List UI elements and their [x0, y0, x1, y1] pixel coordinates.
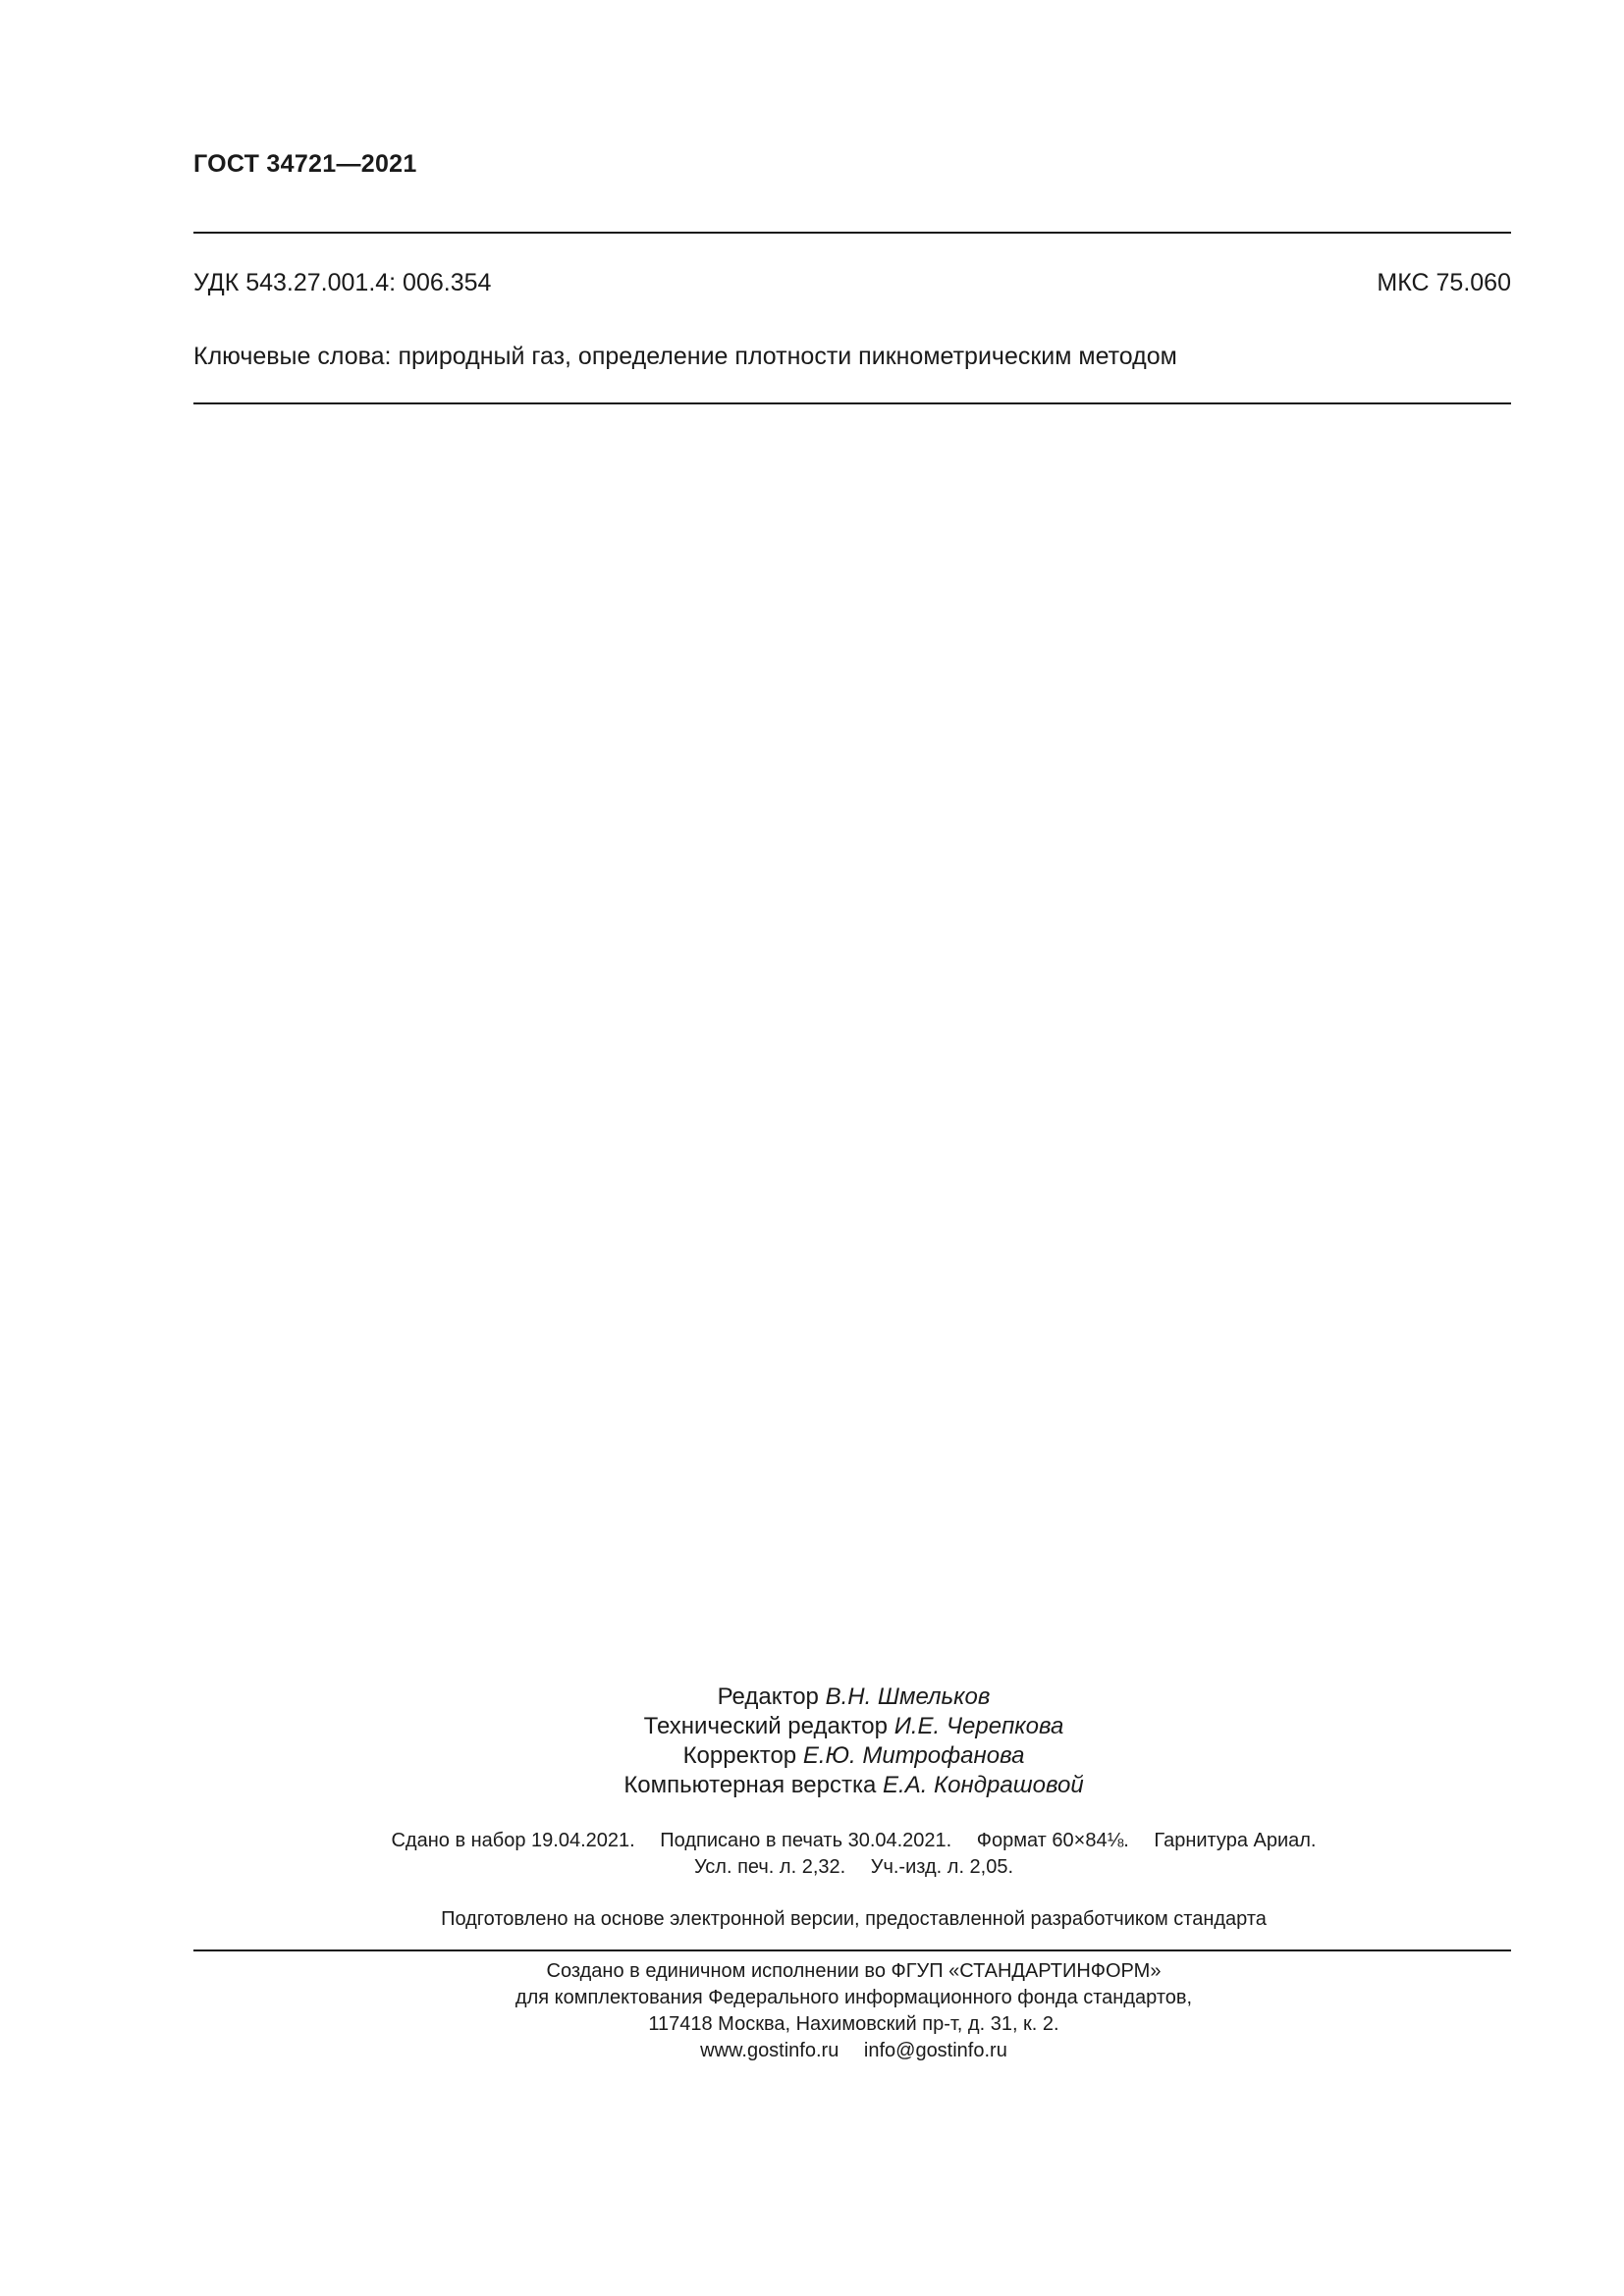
- bottom-divider: [193, 1949, 1511, 1951]
- classification-row: [193, 267, 1511, 298]
- print-info-line-1: [0, 1828, 1624, 1854]
- document-code: ГОСТ 34721—2021: [193, 150, 417, 178]
- credit-layout: [0, 1771, 1624, 1800]
- credit-person: Е.Ю. Митрофанова: [802, 1742, 1025, 1769]
- print-sheets: Усл. печ. л. 2,32.: [693, 1856, 846, 1878]
- credit-role: Корректор: [682, 1742, 797, 1769]
- signed-date: Подписано в печать 30.04.2021.: [660, 1830, 952, 1851]
- typeface: Гарнитура Ариал.: [1154, 1830, 1317, 1851]
- publisher-contacts: [0, 2038, 1624, 2064]
- submitted-date: Сдано в набор 19.04.2021.: [391, 1830, 635, 1851]
- credit-technical-editor: [0, 1712, 1624, 1741]
- prepared-note: Подготовлено на основе электронной версии, предоставленной разработчиком стандарта: [441, 1908, 1267, 1930]
- paper-format: Формат 60×84⅛.: [976, 1830, 1129, 1851]
- publisher-block: [0, 1958, 1624, 2064]
- credit-person: Е.А. Кондрашовой: [883, 1772, 1084, 1798]
- keywords-divider: [193, 402, 1511, 404]
- credit-editor: [0, 1682, 1624, 1712]
- keywords-line: Ключевые слова: природный газ, определение плотности пикнометрическим методом: [193, 343, 1177, 370]
- credits-block: [0, 1682, 1624, 1800]
- publisher-line-1: Создано в единичном исполнении во ФГУП «СТАНДАРТИНФОРМ»: [546, 1960, 1162, 1982]
- credit-role: Технический редактор: [643, 1713, 889, 1739]
- publisher-address: 117418 Москва, Нахимовский пр-т, д. 31, к. 2.: [648, 2013, 1059, 2035]
- credit-person: И.Е. Черепкова: [893, 1713, 1064, 1739]
- credit-person: В.Н. Шмельков: [825, 1683, 991, 1710]
- credit-role: Компьютерная верстка: [623, 1772, 877, 1798]
- credit-role: Редактор: [717, 1683, 819, 1710]
- mks-code: МКС 75.060: [1377, 269, 1511, 296]
- publisher-line-2: для комплектования Федерального информационного фонда стандартов,: [514, 1987, 1193, 2008]
- website-link: www.gostinfo.ru: [700, 2040, 839, 2061]
- top-divider: [193, 232, 1511, 234]
- print-info-block: [0, 1828, 1624, 1881]
- publisher-sheets: Уч.-изд. л. 2,05.: [870, 1856, 1014, 1878]
- print-info-line-2: [0, 1854, 1624, 1881]
- email-link: info@gostinfo.ru: [863, 2040, 1007, 2061]
- credit-proofreader: [0, 1741, 1624, 1771]
- udk-code: УДК 543.27.001.4: 006.354: [193, 269, 492, 296]
